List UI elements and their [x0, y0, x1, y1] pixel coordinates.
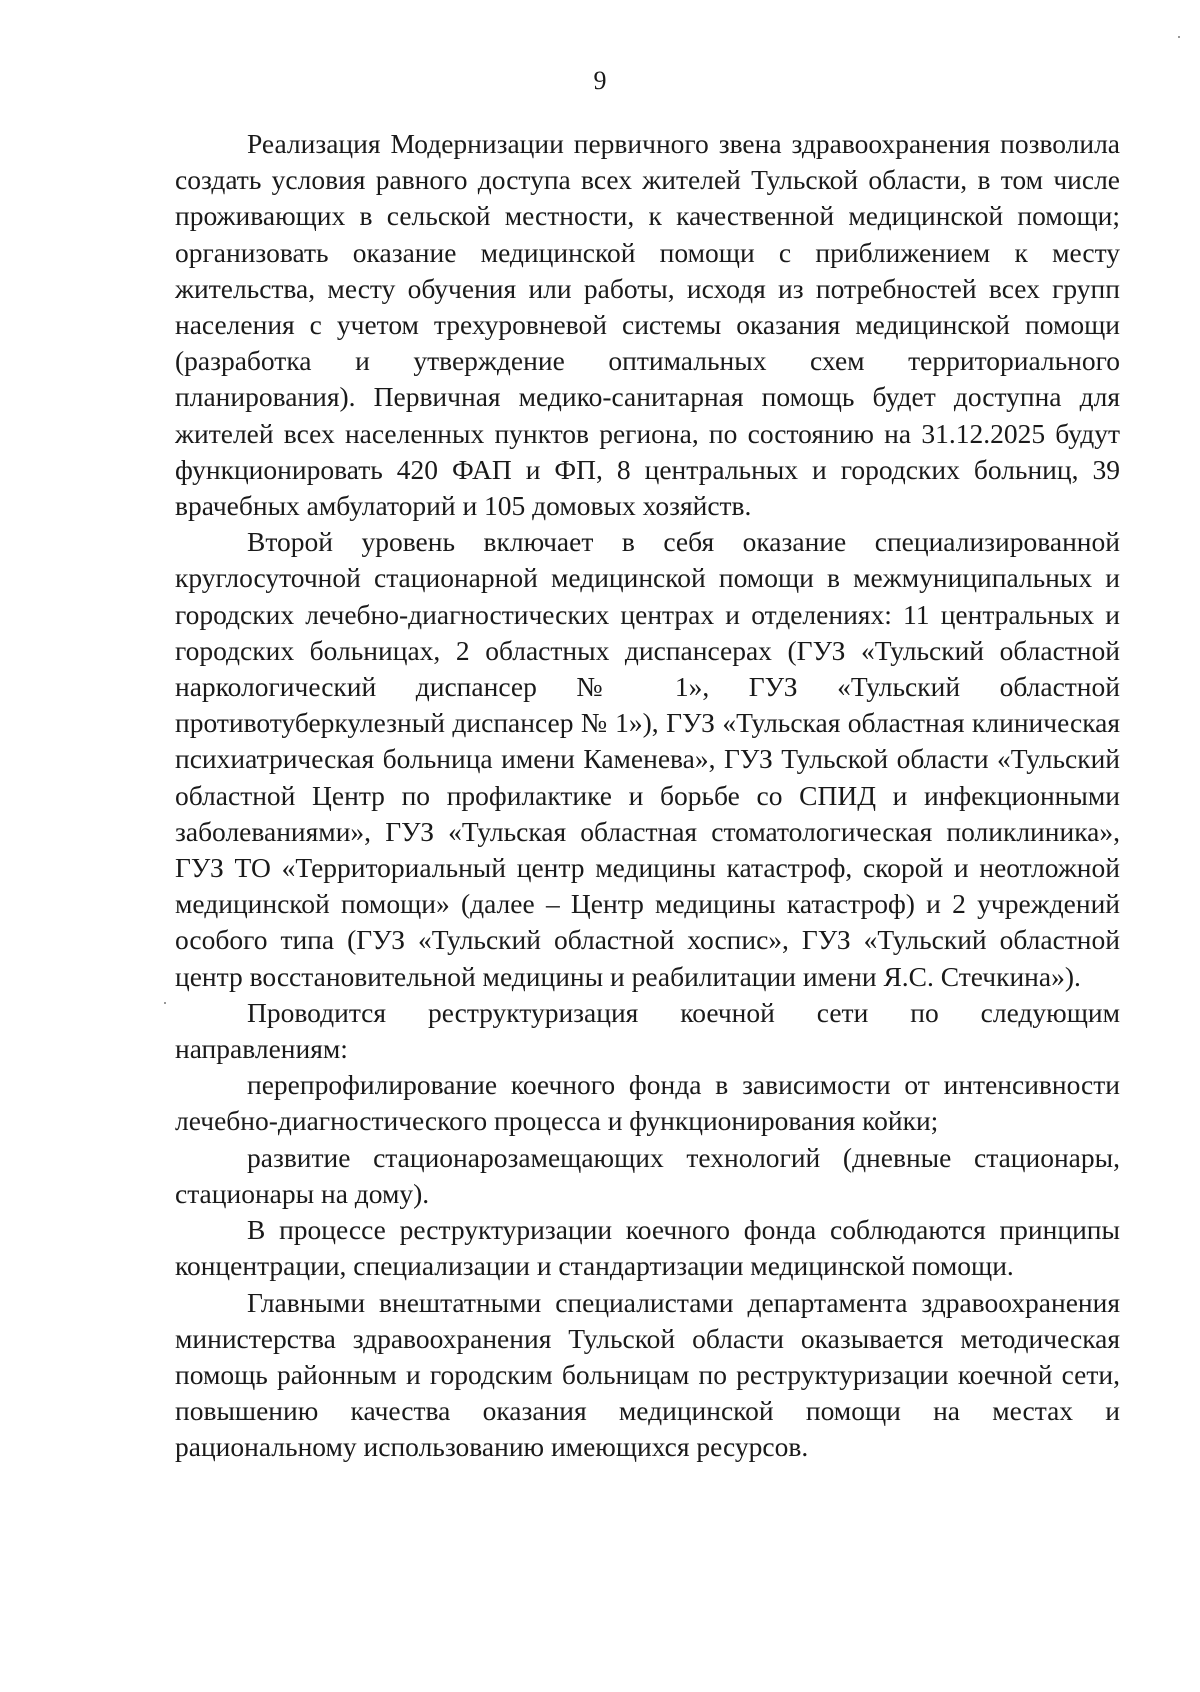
- page-number: 9: [593, 66, 607, 95]
- paragraph-modernization: Реализация Модернизации первичного звена здравоохранения позволила создать условия равного доступа всех жителей Тульской области, в том числе проживающих в сельской местности, к качественной медицинской помощи; организовать оказание медицинской помощи с приближением к месту жительства, месту обучения или работы, исходя из потребностей всех групп населения с учетом трехуровневой системы оказания медицинской помощи (разработка и утверждение оптимальных схем территориального планирования). Первичная медико-санитарная помощь будет доступна для жителей всех населенных пунктов региона, по состоянию на 31.12.2025 будут функционировать 420 ФАП и ФП, 8 центральных и городских больниц, 39 врачебных амбулаторий и 105 домовых хозяйств.: [175, 128, 1120, 522]
- list-item-hospital-replacing: развитие стационарозамещающих технологий (дневные стационары, стационары на дому).: [175, 1141, 1120, 1209]
- scan-speck: [164, 1002, 166, 1004]
- list-item-reprofiling: перепрофилирование коечного фонда в зависимости от интенсивности лечебно-диагностического процесса и функционирования койки;: [175, 1069, 1120, 1137]
- paragraph-specialists: Главными внештатными специалистами департамента здравоохранения министерства здравоохранения Тульской области оказывается методическая помощь районным и городским больницам по реструктуризации коечной сети, повышению качества оказания медицинской помощи на местах и рациональному использованию имеющихся ресурсов.: [175, 1286, 1120, 1463]
- document-body: [175, 126, 1120, 1466]
- paragraph-restructuring: Проводится реструктуризация коечной сети по следующим направлениям:: [175, 996, 1120, 1065]
- scan-speck: [1178, 36, 1180, 38]
- paragraph-principles: В процессе реструктуризации коечного фонда соблюдаются принципы концентрации, специализации и стандартизации медицинской помощи.: [175, 1214, 1120, 1282]
- paragraph-second-level: Второй уровень включает в себя оказание специализированной круглосуточной стационарной медицинской помощи в межмуниципальных и городских лечебно-диагностических центрах и отделениях: 11 центральных и городских больницах, 2 областных диспансерах (ГУЗ «Тульский областной наркологический диспансер № 1», ГУЗ «Тульский областной противотуберкулезный диспансер № 1»), ГУЗ «Тульская областная клиническая психиатрическая больница имени Каменева», ГУЗ Тульской области «Тульский областной Центр по профилактике и борьбе со СПИД и инфекционными заболеваниями», ГУЗ «Тульская областная стоматологическая поликлиника», ГУЗ ТО «Территориальный центр медицины катастроф, скорой и неотложной медицинской помощи» (далее – Центр медицины катастроф) и 2 учреждений особого типа (ГУЗ «Тульский областной хоспис», ГУЗ «Тульский областной центр восстановительной медицины и реабилитации имени Я.С. Стечкина»).: [175, 526, 1120, 992]
